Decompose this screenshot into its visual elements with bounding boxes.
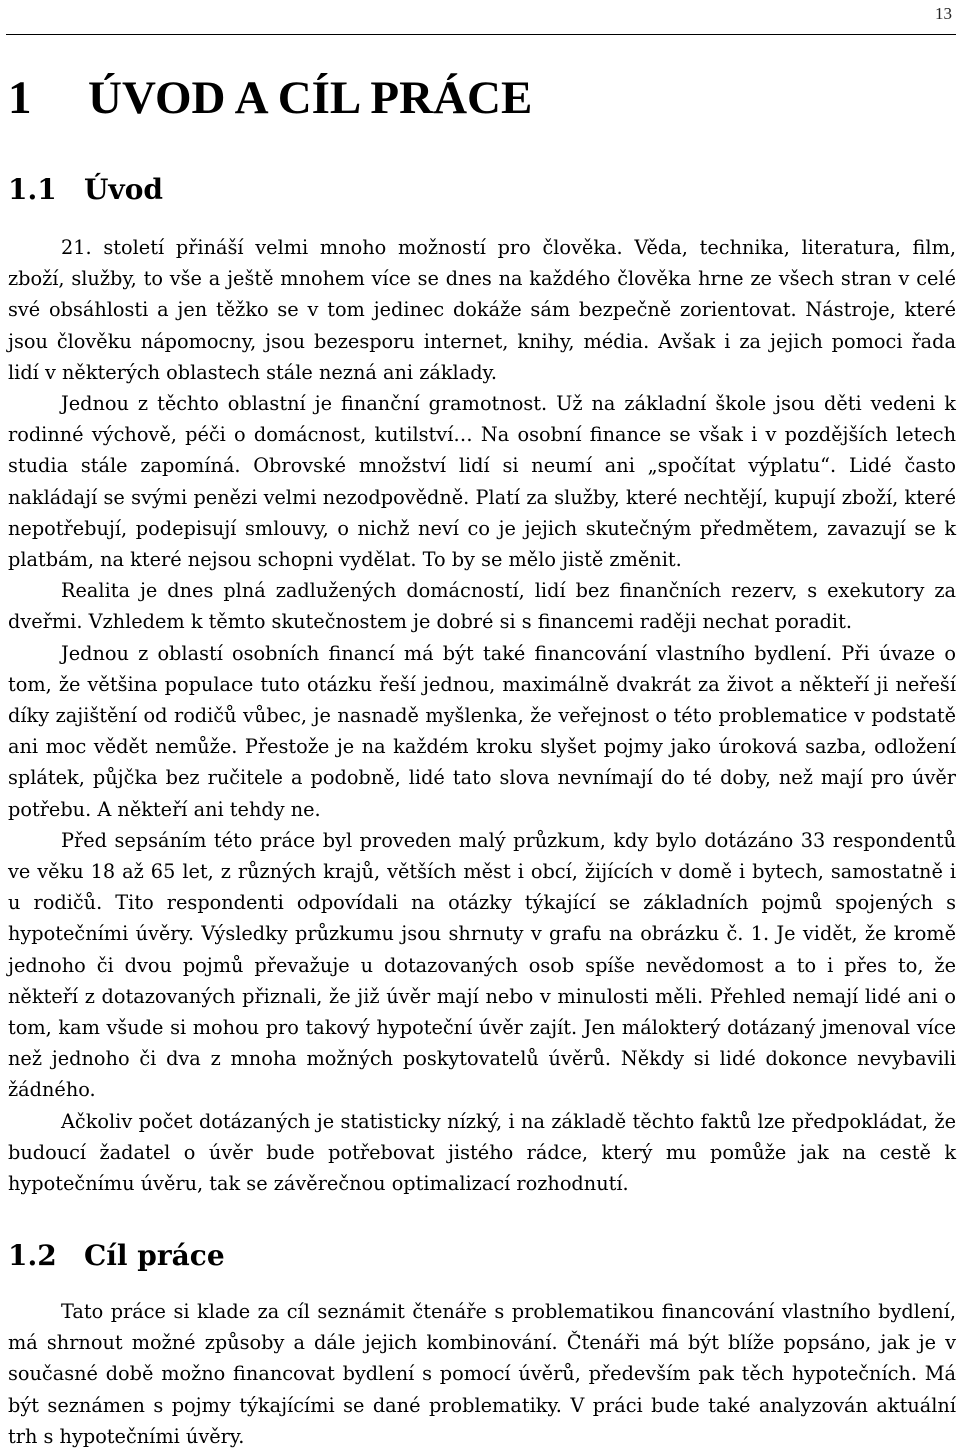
paragraph: Tato práce si klade za cíl seznámit čtenáře s problematikou financování vlastního bydlení, má shrnout možné způsoby a dále jejich kombinování. Čtenáři má být blíže popsáno, jak je v současné době možno financovat bydlení s pomocí úvěrů, především pak těch hypotečních. Má být seznámen s pojmy týkajícími se dané problematiky. V práci bude také analyzován aktuální trh s hypotečními úvěry. [8, 1300, 956, 1448]
section-heading-goal [8, 1236, 225, 1276]
paragraph: Před sepsáním této práce byl proveden malý průzkum, kdy bylo dotázáno 33 respondentů ve věku 18 až 65 let, z různých krajů, větších měst i obcí, žijících v domě i bytech, samostatně i u rodičů. Tito respondenti odpovídali na otázky týkající se základních pojmů spojených s hypotečními úvěry. Výsledky průzkumu jsou shrnuty v grafu na obrázku č. 1. Je vidět, že kromě jednoho či dvou pojmů převažuje u dotazovaných osob spíše nevědomost a to i přes to, že někteří z dotazovaných přiznali, že již úvěr mají nebo v minulosti měli. Přehled nemají lidé ani o tom, kam všude si mohou pro takový hypoteční úvěr zajít. Jen málokterý dotázaný jmenoval více než jednoho či dva z mnoha možných poskytovatelů úvěrů. Někdy si lidé dokonce nevybavili žádného. [8, 828, 956, 1102]
section-intro-body [8, 232, 956, 1199]
section-title: Úvod [84, 173, 163, 206]
section-title: Cíl práce [84, 1239, 225, 1272]
section-number: 1.1 [8, 173, 57, 206]
paragraph: Realita je dnes plná zadlužených domácností, lidí bez finančních rezerv, s exekutory za dveřmi. Vzhledem k těmto skutečnostem je dobré si s financemi raději nechat poradit. [8, 579, 956, 634]
chapter-title: ÚVOD A CÍL PRÁCE [88, 72, 533, 124]
paragraph: Jednou z těchto oblastní je finanční gramotnost. Už na základní škole jsou děti vedeni k rodinné výchově, péči o domácnost, kutilství… Na osobní finance se však i v pozdějších letech studia stále zapomíná. Obrovské množství lidí si neumí ani „spočítat výplatu“. Lidé často nakládají se svými penězi velmi nezodpovědně. Platí za služby, které nechtějí, kupují zboží, které nepotřebují, podepisují smlouvy, o nichž neví co je jejich skutečným předmětem, zavazují se k platbám, na které nejsou schopni vydělat. To by se mělo jistě změnit. [8, 392, 956, 572]
section-number: 1.2 [8, 1239, 57, 1272]
chapter-number: 1 [8, 72, 32, 124]
header-rule [6, 34, 956, 35]
chapter-heading [8, 70, 532, 126]
section-heading-intro [8, 170, 163, 210]
section-goal-body [8, 1296, 956, 1452]
paragraph: 21. století přináší velmi mnoho možností pro člověka. Věda, technika, literatura, film, zboží, služby, to vše a ještě mnohem více se dnes na každého člověka hrne ze všech stran v celé své obsáhlosti a jen těžko se v tom jedinec dokáže sám bezpečně zorientovat. Nástroje, které jsou člověku nápomocny, jsou bezesporu internet, knihy, média. Avšak i za jejich pomoci řada lidí v některých oblastech stále nezná ani základy. [8, 236, 956, 384]
paragraph: Jednou z oblastí osobních financí má být také financování vlastního bydlení. Při úvaze o tom, že většina populace tuto otázku řeší jednou, maximálně dvakrát za život a někteří ji neřeší díky zajištění od rodičů vůbec, je nasnadě myšlenka, že veřejnost o této problematice v podstatě ani moc vědět nemůže. Přestože je na každém kroku slyšet pojmy jako úroková sazba, odložení splátek, půjčka bez ručitele a podobně, lidé tato slova nevnímají do té doby, než mají pro úvěr potřebu. A někteří ani tehdy ne. [8, 641, 956, 821]
paragraph: Ačkoliv počet dotázaných je statisticky nízký, i na základě těchto faktů lze předpokládat, že budoucí žadatel o úvěr bude potřebovat jistého rádce, který mu pomůže jak na cestě k hypotečnímu úvěru, tak se závěrečnou optimalizací rozhodnutí. [8, 1109, 956, 1196]
page-number: 13 [935, 4, 952, 23]
